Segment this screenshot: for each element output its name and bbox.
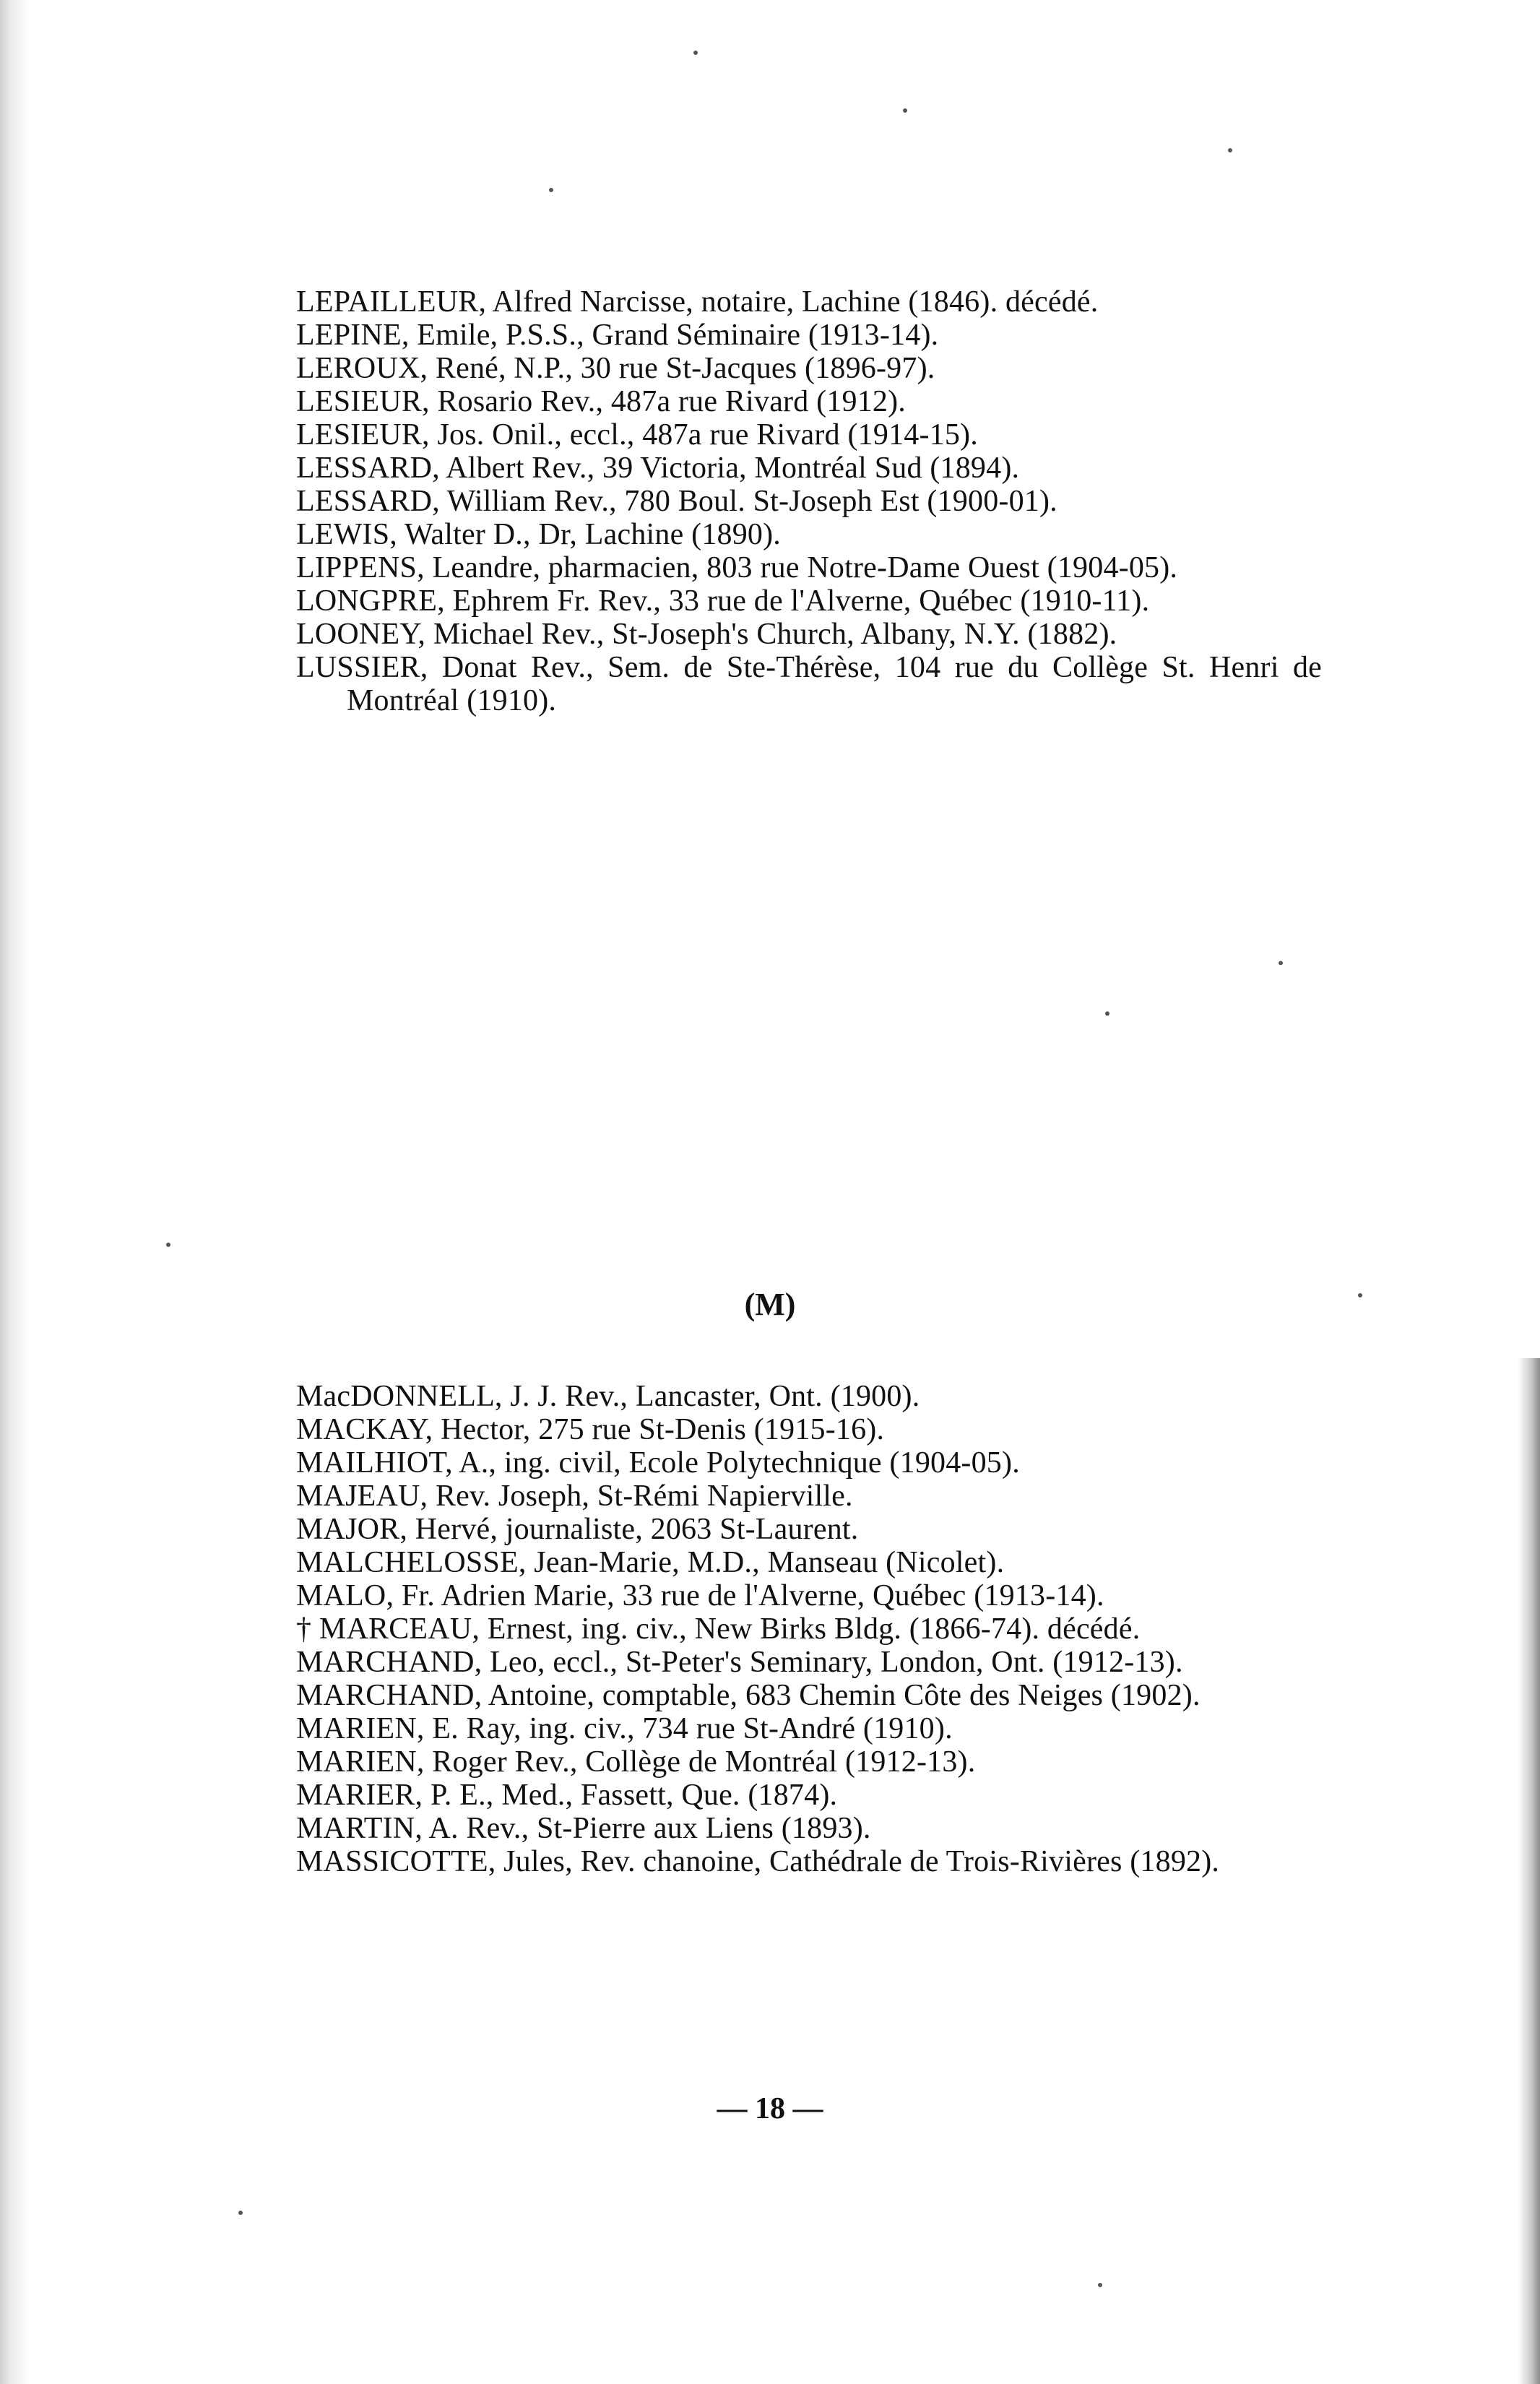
print-speck bbox=[903, 108, 907, 113]
directory-entry: MAILHIOT, A., ing. civil, Ecole Polytechnique (1904-05). bbox=[296, 1446, 1020, 1480]
directory-entry: LESIEUR, Rosario Rev., 487a rue Rivard (1912). bbox=[296, 385, 906, 418]
directory-entry: LEPAILLEUR, Alfred Narcisse, notaire, Lachine (1846). décédé. bbox=[296, 285, 1099, 319]
directory-entry: LEROUX, René, N.P., 30 rue St-Jacques (1896-97). bbox=[296, 352, 935, 385]
directory-entry: LIPPENS, Leandre, pharmacien, 803 rue Notre-Dame Ouest (1904-05). bbox=[296, 551, 1178, 584]
directory-entry: MARIEN, E. Ray, ing. civ., 734 rue St-André (1910). bbox=[296, 1712, 953, 1745]
directory-entry: MALO, Fr. Adrien Marie, 33 rue de l'Alverne, Québec (1913-14). bbox=[296, 1579, 1104, 1612]
print-speck bbox=[166, 1243, 170, 1247]
print-speck bbox=[1098, 2283, 1102, 2287]
print-speck bbox=[1228, 148, 1232, 152]
print-speck bbox=[693, 51, 698, 55]
scan-right-edge-shadow bbox=[1518, 1358, 1540, 2384]
directory-entry: LESSARD, Albert Rev., 39 Victoria, Montréal Sud (1894). bbox=[296, 452, 1020, 485]
directory-entry: LESIEUR, Jos. Onil., eccl., 487a rue Rivard (1914-15). bbox=[296, 418, 978, 452]
print-speck bbox=[1105, 1011, 1109, 1016]
directory-entry: MARCHAND, Antoine, comptable, 683 Chemin Côte des Neiges (1902). bbox=[296, 1679, 1201, 1712]
directory-entry: MAJOR, Hervé, journaliste, 2063 St-Laurent. bbox=[296, 1513, 859, 1546]
directory-entry: LEPINE, Emile, P.S.S., Grand Séminaire (1913-14). bbox=[296, 319, 939, 352]
directory-entry: LONGPRE, Ephrem Fr. Rev., 33 rue de l'Alverne, Québec (1910-11). bbox=[296, 584, 1150, 618]
print-speck bbox=[1279, 961, 1283, 965]
directory-entry: LOONEY, Michael Rev., St-Joseph's Church, Albany, N.Y. (1882). bbox=[296, 618, 1117, 651]
directory-entry: MARIER, P. E., Med., Fassett, Que. (1874). bbox=[296, 1779, 838, 1812]
directory-entry: LUSSIER, Donat Rev., Sem. de Ste-Thérèse, 104 rue du Collège St. Henri de Montréal (1910). bbox=[296, 651, 1322, 717]
directory-entry: LEWIS, Walter D., Dr, Lachine (1890). bbox=[296, 518, 782, 551]
directory-entry: MAJEAU, Rev. Joseph, St-Rémi Napierville. bbox=[296, 1480, 853, 1513]
print-speck bbox=[238, 2211, 243, 2215]
section-l-entries bbox=[296, 285, 1322, 717]
directory-entry: MALCHELOSSE, Jean-Marie, M.D., Manseau (Nicolet). bbox=[296, 1546, 1005, 1579]
directory-entry: † MARCEAU, Ernest, ing. civ., New Birks Bldg. (1866-74). décédé. bbox=[296, 1612, 1141, 1646]
directory-entry: MARTIN, A. Rev., St-Pierre aux Liens (1893). bbox=[296, 1812, 871, 1845]
directory-entry: MASSICOTTE, Jules, Rev. chanoine, Cathédrale de Trois-Rivières (1892). bbox=[296, 1845, 1220, 1878]
directory-entry: MacDONNELL, J. J. Rev., Lancaster, Ont. (1900). bbox=[296, 1380, 920, 1413]
section-heading: (M) bbox=[744, 1287, 796, 1322]
directory-entry: MARIEN, Roger Rev., Collège de Montréal (1912-13). bbox=[296, 1745, 976, 1779]
directory-entry: LESSARD, William Rev., 780 Boul. St-Joseph Est (1900-01). bbox=[296, 485, 1057, 518]
directory-entry: MACKAY, Hector, 275 rue St-Denis (1915-16). bbox=[296, 1413, 885, 1446]
section-m-entries bbox=[296, 1380, 1322, 1878]
print-speck bbox=[549, 188, 553, 192]
scan-left-edge-shadow bbox=[0, 0, 29, 2384]
directory-entry: MARCHAND, Leo, eccl., St-Peter's Seminary, London, Ont. (1912-13). bbox=[296, 1646, 1183, 1679]
page-number: — 18 — bbox=[717, 2092, 823, 2125]
